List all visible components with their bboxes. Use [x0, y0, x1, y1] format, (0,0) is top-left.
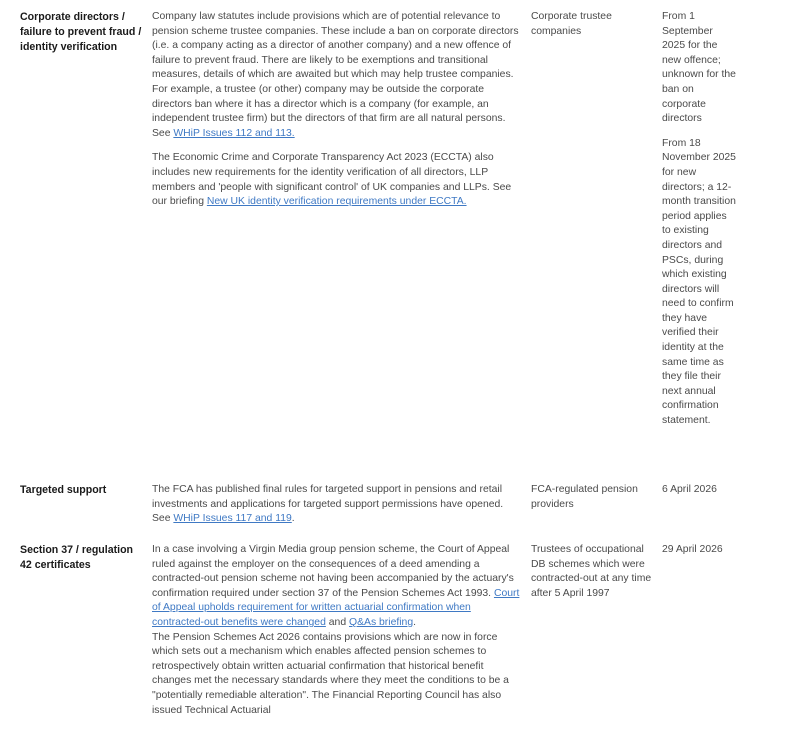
row-topic: Corporate directors / failure to prevent fraud / identity verification — [20, 11, 142, 53]
paragraph-text: In a case involving a Virgin Media group pension scheme, the Court of Appeal ruled against the employer on the consequences of a deed amending a contracted-out pension scheme not having been accompanied by the actuary's confirmation required under section 37 of the Pension Schemes Act 1993. — [152, 544, 514, 599]
row-affected: FCA-regulated pension providers — [531, 484, 638, 510]
court-of-appeal-link[interactable]: Court of Appeal upholds requirement for written actuarial confirmation when contracted-out benefits were changed — [152, 587, 520, 628]
paragraph-text: Company law statutes include provisions which are of potential relevance to pension scheme trustee companies. These include a ban on corporate directors (i.e. a company acting as a director of another company) and a new offence of failure to prevent fraud. There are likely to be exemptions and transitional measures, details of which are awaited but which may help trustee companies. For example, a trustee (or other) company may be outside the corporate directors ban where it has a director which is a company (for example, an independent trustee firm) but the directors of that firm are all natural persons. See — [152, 11, 519, 139]
row-topic: Section 37 / regulation 42 certificates — [20, 544, 134, 571]
row-date: 29 April 2026 — [662, 544, 723, 555]
paragraph-text: . — [413, 616, 416, 628]
row-topic: Targeted support — [20, 484, 107, 496]
paragraph — [152, 10, 524, 141]
whip-issues-link[interactable]: WHiP Issues 112 and 113. — [173, 127, 295, 139]
row-description — [152, 483, 524, 527]
paragraph: The Pension Schemes Act 2026 contains provisions which are now in force which sets out a mechanism which enables affected pension schemes to retrospectively obtain written actuarial confirmation that historical benefit changes met the necessary standards where they meet the conditions to be a "potentially remediable alteration". The Financial Reporting Council has also issued Technical Actuarial — [152, 631, 509, 716]
paragraph-text: The FCA has published final rules for targeted support in pensions and retail investments and applications for targeted support permissions have opened. See — [152, 484, 504, 525]
date-text: From 1 September 2025 for the new offence; unknown for the ban on corporate directors — [662, 11, 736, 125]
qas-briefing-link[interactable]: Q&As briefing — [349, 616, 414, 628]
row-date: 6 April 2026 — [662, 484, 717, 495]
briefing-link[interactable]: New UK identity verification requirements under ECCTA. — [206, 196, 467, 208]
paragraph-text: The Economic Crime and Corporate Transparency Act 2023 (ECCTA) also includes new requirements for the identity verification of all directors, LLP members and 'people with significant control' of UK companies and LLPs. See our briefing — [152, 152, 512, 208]
paragraph — [152, 483, 524, 527]
row-description — [152, 543, 524, 718]
row-affected: Trustees of occupational DB schemes which were contracted-out at any time after 5 April 1997 — [531, 544, 652, 599]
paragraph-text: and — [325, 616, 349, 628]
row-date — [662, 10, 738, 429]
paragraph — [152, 543, 524, 631]
whip-issues-link[interactable]: WHiP Issues 117 and 119 — [173, 513, 292, 525]
row-description — [152, 10, 524, 210]
date-text: From 18 November 2025 for new directors; a 12-month transition period applies to existing directors and PSCs, during which existing directors will need to confirm they have verified their identity at the same time as they file their next annual confirmation statement. — [662, 137, 736, 427]
row-affected: Corporate trustee companies — [531, 11, 612, 37]
paragraph — [152, 151, 524, 209]
paragraph-text: . — [291, 513, 295, 525]
